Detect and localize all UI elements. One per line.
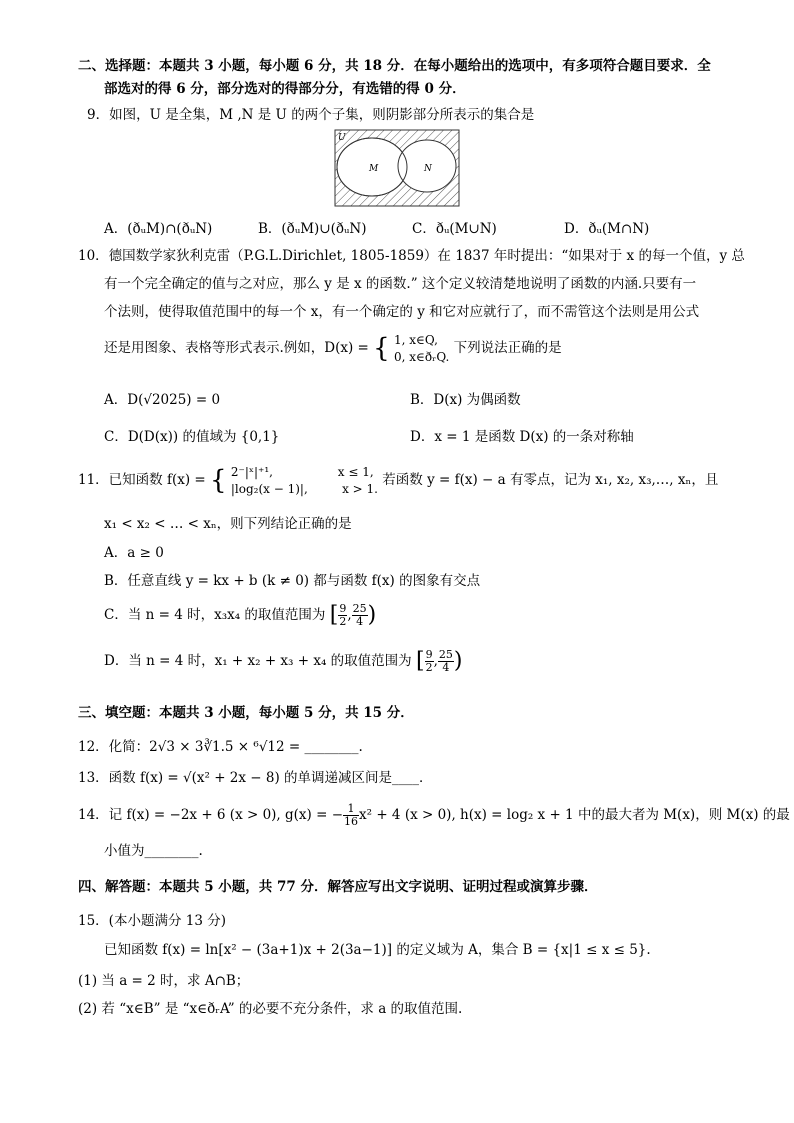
- q10-line4-tail: 下列说法正确的是: [453, 340, 562, 356]
- q10-line4-text: 还是用图象、表格等形式表示.例如，D(x) =: [104, 340, 369, 356]
- q11-brace: {: [210, 465, 227, 496]
- q14-line1-tail: x² + 4 (x > 0), h(x) = log₂ x + 1 中的最大者为 M(x)，则 M(x) 的最: [359, 807, 790, 823]
- venn-label-n: N: [424, 164, 432, 174]
- q11-line1: [78, 460, 718, 501]
- q11-option-b: B．任意直线 y = kx + b (k ≠ 0) 都与函数 f(x) 的图象有交点: [104, 573, 481, 589]
- q11-c-frac1: $\frac{9}{2}$: [339, 602, 347, 628]
- venn-label-u: U: [338, 133, 346, 143]
- q10-line3: 个法则，使得取值范围中的每一个 x，有一个确定的 y 和它对应就行了，而不需管这个法则是用公式: [104, 304, 700, 320]
- q11-line1-text: 11．已知函数 f(x) =: [78, 472, 206, 488]
- q12: 12．化简：2√3 × 3∛1.5 × ⁶√12 = ________.: [78, 739, 363, 755]
- q10-line4: [104, 331, 562, 366]
- q11-option-c-text: C．当 n = 4 时，x₃x₄ 的取值范围为: [104, 607, 326, 623]
- q10-case1: 1, x∈Q,: [394, 332, 438, 347]
- q11-line2: x₁ < x₂ < … < xₙ，则下列结论正确的是: [104, 516, 352, 532]
- section2-heading-line2: 部选对的得 6 分，部分选对的得部分分，有选错的得 0 分．: [104, 81, 466, 97]
- q11-option-d-text: D．当 n = 4 时，x₁ + x₂ + x₃ + x₄ 的取值范围为: [104, 653, 412, 669]
- q10-option-b: B．D(x) 为偶函数: [410, 392, 521, 408]
- q9-option-d: D．ðᵤ(M∩N): [564, 221, 650, 237]
- q10-line2: 有一个完全确定的值与之对应，那么 y 是 x 的函数.” 这个定义较清楚地说明了函数的内涵.只要有一: [104, 276, 697, 292]
- q10-case2: 0, x∈ðᵣQ.: [394, 349, 450, 364]
- venn-diagram: [334, 129, 460, 207]
- q11-option-d: D．当 n = 4 时，x₁ + x₂ + x₃ + x₄ 的取值范围为 [ $\frac{9}{2}$ , $\frac{25}{4}$ ): [104, 648, 463, 674]
- q11-option-a: A．a ≥ 0: [104, 545, 164, 561]
- q14-line2: 小值为________.: [104, 843, 203, 859]
- q15-part2: (2) 若 “x∈B” 是 “x∈ðᵣA” 的必要不充分条件，求 a 的取值范围.: [78, 1001, 463, 1017]
- q9-option-a: A．(ðᵤM)∩(ðᵤN): [104, 221, 213, 237]
- q11-d-frac1: $\frac{9}{2}$: [425, 648, 433, 674]
- section3-heading: 三、填空题：本题共 3 小题，每小题 5 分，共 15 分．: [78, 705, 414, 721]
- q14-line1: [78, 800, 790, 830]
- q10-line1: 10．德国数学家狄利克雷（P.G.L.Dirichlet, 1805-1859）在 1837 年时提出：“如果对于 x 的每一个值，y 总: [78, 248, 745, 264]
- q11-case1: 2⁻|ˣ|⁺¹, x ≤ 1,: [230, 464, 374, 479]
- q14-line1-text: 14．记 f(x) = −2x + 6 (x > 0), g(x) = −: [78, 807, 344, 823]
- q9-option-b: B．(ðᵤM)∪(ðᵤN): [258, 221, 367, 237]
- section4-heading: 四、解答题：本题共 5 小题，共 77 分．解答应写出文字说明、证明过程或演算步骤．: [78, 879, 598, 895]
- q11-option-c: C．当 n = 4 时，x₃x₄ 的取值范围为 [ $\frac{9}{2}$ , $\frac{25}{4}$ ): [104, 602, 377, 628]
- q9-stem: 9．如图，U 是全集，M ,N 是 U 的两个子集，则阴影部分所表示的集合是: [87, 107, 535, 123]
- q14-frac: $\frac{1}{16}$: [344, 802, 359, 828]
- q15-part1: (1) 当 a = 2 时，求 A∩B；: [78, 973, 250, 989]
- q10-option-c: C．D(D(x)) 的值域为 {0,1}: [104, 429, 280, 445]
- q9-option-c: C．ðᵤ(M∪N): [412, 221, 497, 237]
- q10-piecewise: [394, 332, 449, 366]
- q10-brace: {: [373, 333, 390, 364]
- q10-option-a: A．D(√2025) = 0: [104, 392, 221, 408]
- q15-head: 15．(本小题满分 13 分): [78, 913, 226, 929]
- q11-line1-tail: 若函数 y = f(x) − a 有零点，记为 x₁, x₂, x₃,…, xₙ，且: [382, 472, 719, 488]
- q11-piecewise: [231, 464, 378, 498]
- q11-d-frac2: $\frac{25}{4}$: [438, 648, 453, 674]
- q11-c-frac2: $\frac{25}{4}$: [352, 602, 367, 628]
- q10-option-d: D．x = 1 是函数 D(x) 的一条对称轴: [410, 429, 634, 445]
- q13: 13．函数 f(x) = √(x² + 2x − 8) 的单调递减区间是____．: [78, 770, 433, 786]
- section2-heading-line1: 二、选择题：本题共 3 小题，每小题 6 分，共 18 分．在每小题给出的选项中，有多项符合题目要求．全: [78, 58, 711, 74]
- q11-case2: |log₂(x − 1)|, x > 1.: [230, 481, 378, 496]
- q15-line1: 已知函数 f(x) = ln[x² − (3a+1)x + 2(3a−1)] 的定义域为 A，集合 B = {x|1 ≤ x ≤ 5}.: [104, 942, 651, 958]
- venn-label-m: M: [369, 164, 379, 174]
